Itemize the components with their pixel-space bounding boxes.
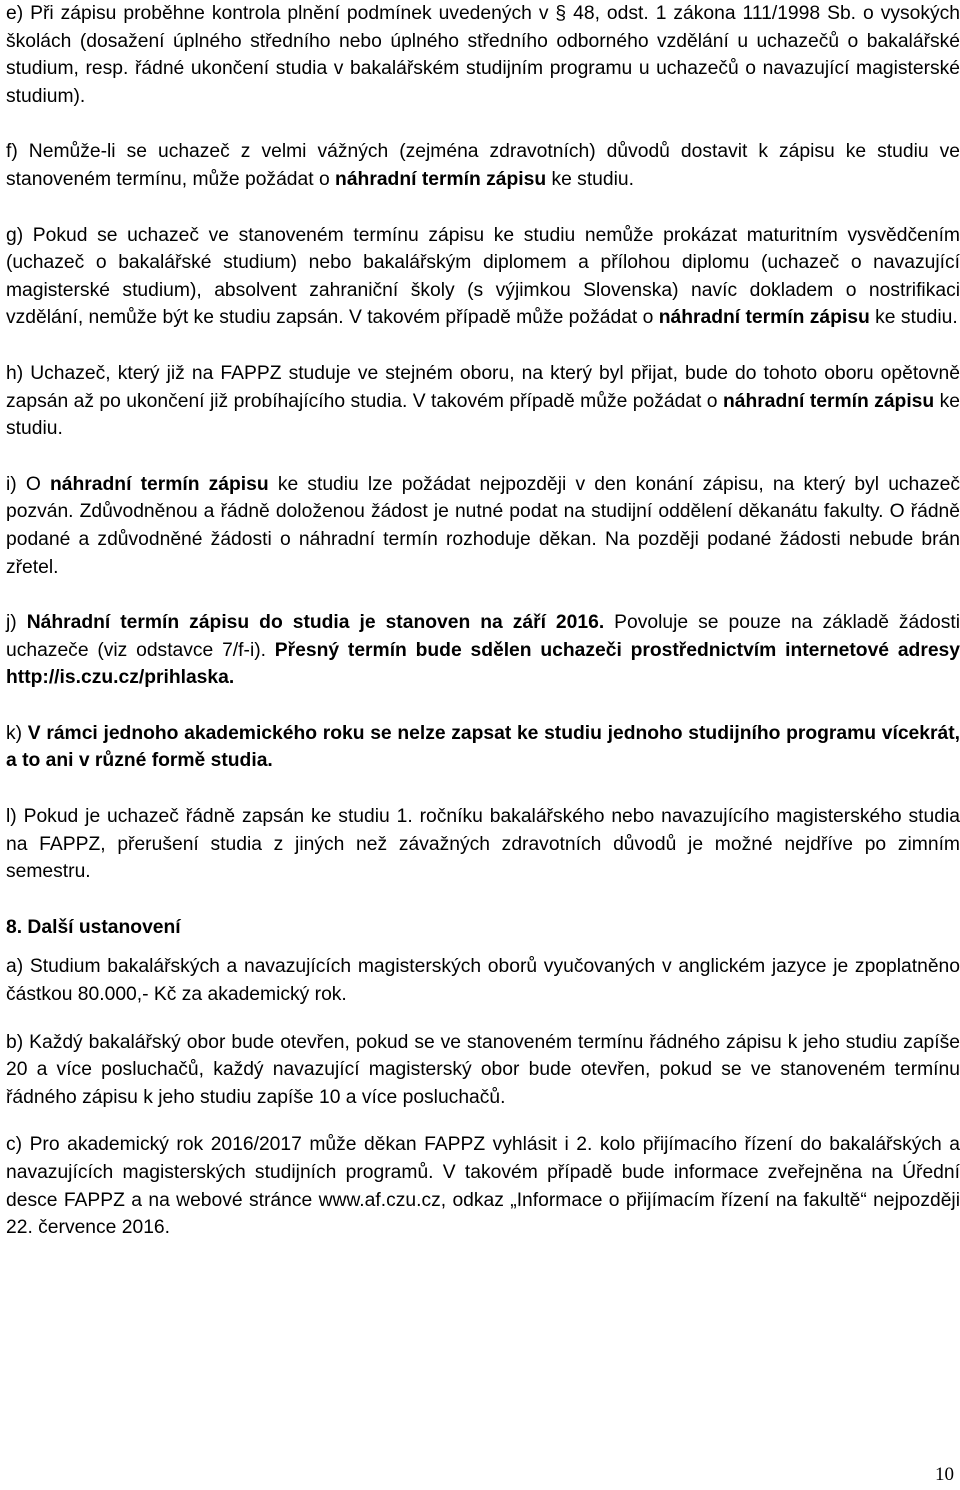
paragraph-f-text: f) Nemůže-li se uchazeč z velmi vážných (zejména zdravotních) důvodů dostavit k zápisu ke studiu ve stanoveném termínu, může požádat o bbox=[6, 141, 960, 190]
paragraph-f-bold: náhradní termín zápisu bbox=[335, 168, 547, 190]
section8-paragraph-a bbox=[6, 953, 960, 1008]
section8-paragraph-c bbox=[6, 1131, 960, 1241]
paragraph-i-bold: náhradní termín zápisu bbox=[50, 473, 269, 495]
paragraph-l-text: l) Pokud je uchazeč řádně zapsán ke studiu 1. ročníku bakalářského nebo navazujícího magisterského studia na FAPPZ, přerušení studia z jiných než závažných zdravotních důvodů je možné nejdříve po zimním semestru. bbox=[6, 806, 960, 883]
paragraph-h-text: h) Uchazeč, který již na FAPPZ studuje ve stejném oboru, na který byl přijat, bude do tohoto oboru opětovně zapsán až po ukončení již probíhajícího studia. V takovém případě může požádat o bbox=[6, 362, 960, 412]
paragraph-g bbox=[6, 222, 960, 332]
paragraph-k-bold: V rámci jednoho akademického roku se nelze zapsat ke studiu jednoho studijního programu vícekrát, a to ani v různé formě studia. bbox=[6, 722, 960, 772]
paragraph-h bbox=[6, 360, 960, 443]
paragraph-j-label: j) bbox=[6, 612, 27, 634]
paragraph-l bbox=[6, 803, 960, 886]
paragraph-h-bold: náhradní termín zápisu bbox=[722, 390, 935, 412]
paragraph-e bbox=[6, 0, 960, 110]
paragraph-k bbox=[6, 720, 960, 775]
paragraph-j bbox=[6, 609, 960, 692]
paragraph-h-text-end: ke studiu. bbox=[6, 390, 960, 440]
paragraph-g-text: g) Pokud se uchazeč ve stanoveném termínu zápisu ke studiu nemůže prokázat maturitním vysvědčením (uchazeč o bakalářské studium) nebo bakalářským diplomem a přílohou diplomu (uchazeč o navazující magisterské studium), absolvent zahraniční školy (s výjimkou Slovenska) navíc dokladem o nostrifikaci vzdělání, nemůže být ke studiu zapsán. V takovém případě může požádat o bbox=[6, 224, 960, 329]
section8-paragraph-b bbox=[6, 1029, 960, 1112]
section8-paragraph-b-text: b) Každý bakalářský obor bude otevřen, pokud se ve stanoveném termínu řádného zápisu k jeho studiu zapíše 20 a více posluchačů, každý navazující magisterský obor bude otevřen, pokud se ve stanoveném termínu řádného zápisu k jeho studiu zapíše 10 a více posluchačů. bbox=[6, 1031, 960, 1108]
document-body bbox=[6, 0, 960, 1242]
section8-paragraph-c-text: c) Pro akademický rok 2016/2017 může děkan FAPPZ vyhlásit i 2. kolo přijímacího řízení do bakalářských a navazujících magisterských studijních programů. V takovém případě bude informace zveřejněna na Úřední desce FAPPZ a na webové stránce www.af.czu.cz, odkaz „Informace o přijímacím řízení na fakultě“ nejpozději 22. července 2016. bbox=[6, 1134, 960, 1239]
paragraph-g-bold: náhradní termín zápisu bbox=[658, 307, 870, 329]
paragraph-j-bold-notice: Přesný termín bude sdělen uchazeči prostřednictvím internetové adresy http://is.czu.cz/prihlaska. bbox=[6, 639, 960, 689]
paragraph-k-label: k) bbox=[6, 722, 28, 744]
paragraph-e-text: e) Při zápisu proběhne kontrola plnění podmínek uvedených v § 48, odst. 1 zákona 111/1998 Sb. o vysokých školách (dosažení úplného středního nebo úplného středního odborného vzdělání u uchazečů o bakalářské studium, resp. řádné ukončení studia v bakalářském studijním programu u uchazečů o navazující magisterské studium). bbox=[6, 3, 960, 107]
paragraph-j-text: Povoluje se pouze na základě žádosti uchazeče (viz odstavce 7/f-i). bbox=[6, 612, 960, 661]
paragraph-j-bold-date: Náhradní termín zápisu do studia je stanoven na září 2016. bbox=[26, 612, 605, 634]
paragraph-i bbox=[6, 471, 960, 581]
paragraph-i-text-end: ke studiu lze požádat nejpozději v den konání zápisu, na který byl uchazeč pozván. Zdůvodněnou a řádně doloženou žádost je nutné podat na studijní oddělení děkanátu fakulty. O řádně podané a zdůvodněné žádosti o náhradní termín rozhoduje děkan. Na později podané žádosti nebude brán zřetel. bbox=[6, 473, 960, 578]
paragraph-i-text: i) O bbox=[6, 473, 51, 495]
paragraph-g-text-end: ke studiu. bbox=[869, 307, 958, 329]
paragraph-f-text-end: ke studiu. bbox=[546, 168, 634, 190]
paragraph-f bbox=[6, 138, 960, 193]
section-heading: 8. Další ustanovení bbox=[6, 916, 181, 938]
section8-paragraph-a-text: a) Studium bakalářských a navazujících magisterských oborů vyučovaných v anglickém jazyce je zpoplatněno částkou 80.000,- Kč za akademický rok. bbox=[6, 956, 960, 1006]
page-number: 10 bbox=[935, 1464, 954, 1485]
